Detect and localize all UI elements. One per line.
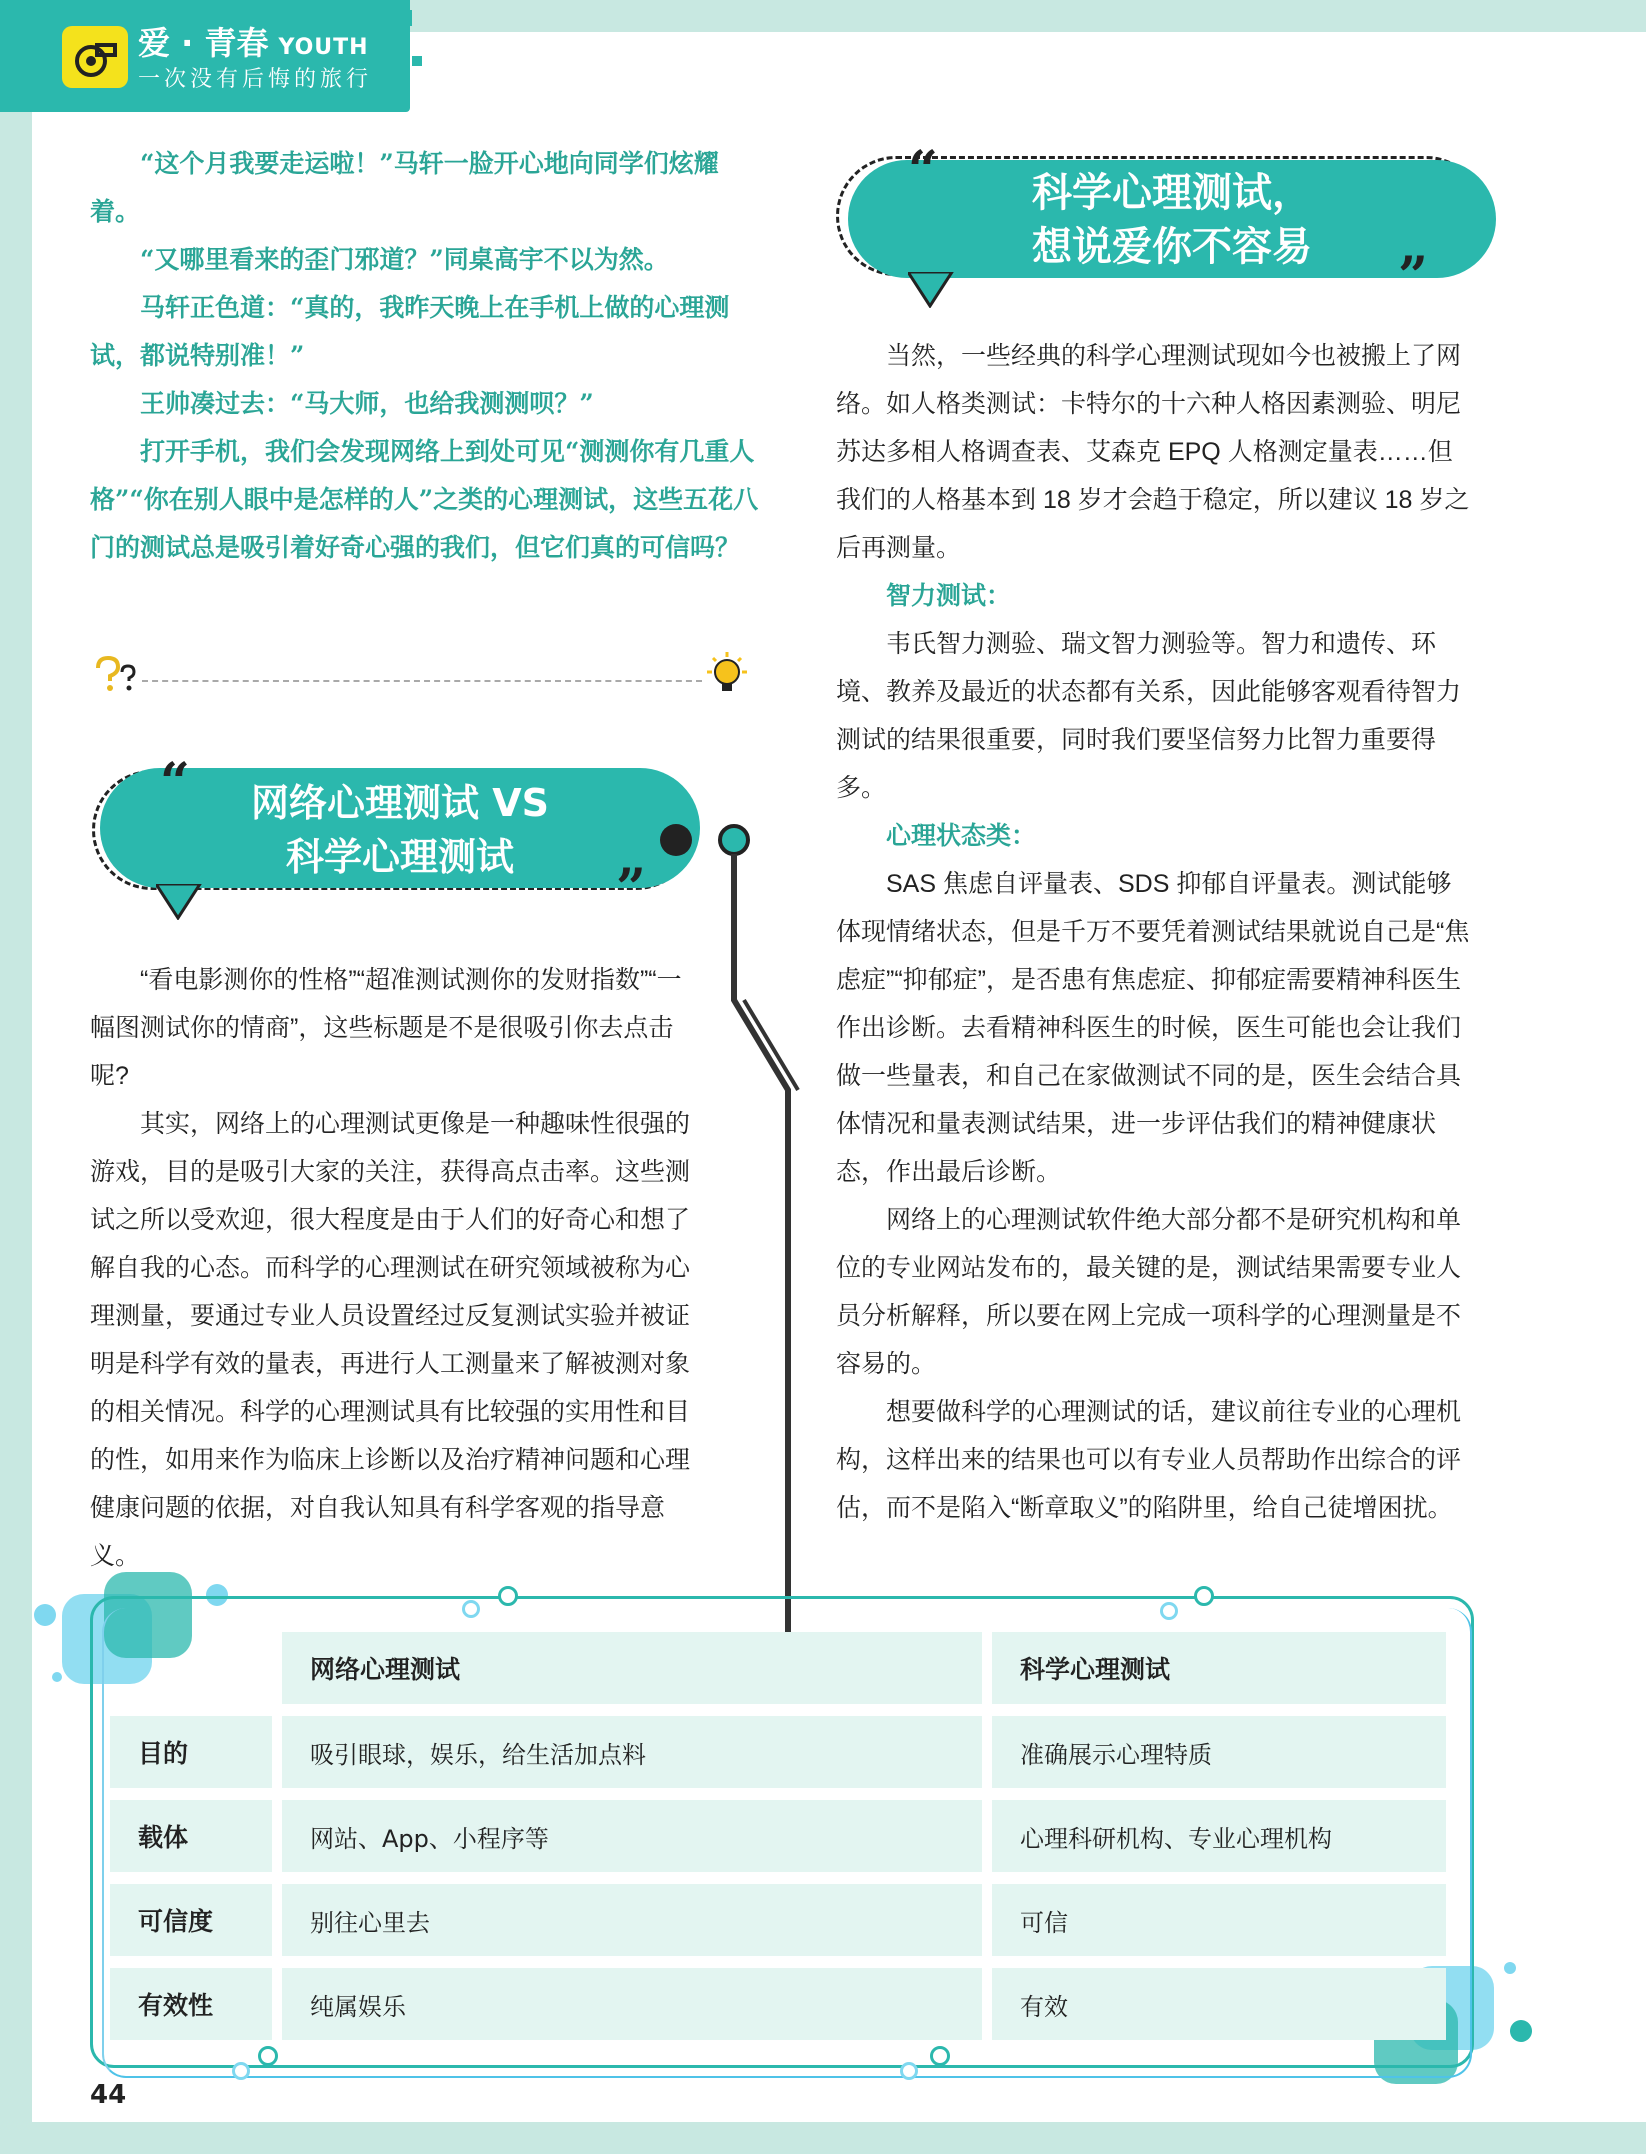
body-paragraph: 韦氏智力测验、瑞文智力测验等。智力和遗传、环境、教养及最近的状态都有关系，因此能够客观看待智力测试的结果很重要，同时我们要坚信努力比智力重要得多。 [836, 630, 1462, 802]
decor-ring [1160, 1602, 1178, 1620]
heading-line: 科学心理测试， [1032, 170, 1312, 216]
subheading-mental-state: 心理状态类： [886, 822, 1037, 850]
header-title-text: 爱 · 青春 [138, 24, 269, 62]
whistle-icon [62, 26, 128, 88]
table-row-label: 可信度 [110, 1884, 272, 1956]
table-row-label: 目的 [110, 1716, 272, 1788]
close-quote-mark: ” [1398, 246, 1428, 307]
table-row [110, 1968, 1446, 2040]
body-paragraph: 想要做科学的心理测试的话，建议前往专业的心理机构，这样出来的结果也可以有专业人员帮助作出综合的评估，而不是陷入“断章取义”的陷阱里，给自己徒增困扰。 [836, 1398, 1462, 1522]
body-paragraph: 其实，网络上的心理测试更像是一种趣味性很强的游戏，目的是吸引大家的关注，获得高点击率。这些测试之所以受欢迎，很大程度是由于人们的好奇心和想了解自我的心态。而科学的心理测试在研究领域被称为心理测量，要通过专业人员设置经过反复测试实验并被证明是科学有效的量表，再进行人工测量来了解被测对象的相关情况。科学的心理测试具有比较强的实用性和目的性，如用来作为临床上诊断以及治疗精神问题和心理健康问题的依据，对自我认知具有科学客观的指导意义。 [90, 1110, 691, 1570]
intro-paragraph: “又哪里看来的歪门邪道？”同桌高宇不以为然。 [140, 245, 669, 274]
decor-dot [1504, 1962, 1516, 1974]
table-cell: 别往心里去 [282, 1884, 982, 1956]
body-paragraph: “看电影测你的性格”“超准测试测你的发财指数”“一幅图测试你的情商”，这些标题是不是很吸引你去点击呢? [90, 966, 682, 1090]
intro-story [90, 140, 760, 572]
heading-line: 网络心理测试 VS [250, 781, 549, 825]
heading-line: 想说爱你不容易 [1032, 224, 1312, 270]
decor-ring [900, 2062, 918, 2080]
table-cell: 准确展示心理特质 [992, 1716, 1446, 1788]
table-cell: 有效 [992, 1968, 1446, 2040]
subheading-intelligence: 智力测试： [886, 582, 1012, 610]
header-title [138, 18, 369, 64]
table-cell: 心理科研机构、专业心理机构 [992, 1800, 1446, 1872]
table-row-label: 载体 [110, 1800, 272, 1872]
open-quote-mark: “ [908, 140, 938, 201]
body-paragraph: SAS 焦虑自评量表、SDS 抑郁自评量表。测试能够体现情绪状态，但是千万不要凭着测试结果就说自己是“焦虑症”“抑郁症”，是否患有焦虑症、抑郁症需要精神科医生作出诊断。去看精神科医生的时候，医生可能也会让我们做一些量表，和自己在家做测试不同的是，医生会结合具体情况和量表测试结果，进一步评估我们的精神健康状态，作出最后诊断。 [836, 870, 1470, 1186]
table-row-label: 有效性 [110, 1968, 272, 2040]
bubble-tail-left [156, 884, 206, 920]
intro-paragraph: 马轩正色道：“真的，我昨天晚上在手机上做的心理测试，都说特别准！” [90, 293, 730, 370]
decor-ring [462, 1600, 480, 1618]
page-number: 44 [90, 2080, 127, 2110]
pixel-deco [396, 80, 408, 92]
top-strip [410, 0, 1646, 32]
bubble-tail-right [908, 272, 958, 308]
dashed-divider-line [142, 680, 702, 682]
intro-paragraph: “这个月我要走运啦！”马轩一脸开心地向同学们炫耀着。 [90, 149, 719, 226]
pixel-deco [412, 56, 422, 66]
table-row [110, 1884, 1446, 1956]
decor-dot [34, 1604, 56, 1626]
table-row [110, 1800, 1446, 1872]
lightbulb-icon [702, 650, 752, 696]
left-body-text [90, 956, 706, 1580]
close-quote-mark: ” [616, 858, 646, 919]
decor-dot [1510, 2020, 1532, 2042]
decor-ring [1194, 1586, 1214, 1606]
pixel-deco [396, 10, 412, 26]
connector-line [660, 820, 810, 1680]
open-quote-mark: “ [160, 752, 190, 813]
decor-ring [232, 2062, 250, 2080]
body-paragraph: 当然，一些经典的科学心理测试现如今也被搬上了网络。如人格类测试：卡特尔的十六种人格因素测验、明尼苏达多相人格调查表、艾森克 EPQ 人格测定量表……但我们的人格基本到 18 岁才会趋于稳定，所以建议 18 岁之后再测量。 [836, 342, 1470, 562]
header-subtitle: 一次没有后悔的旅行 [138, 67, 373, 92]
question-marks-icon [92, 654, 140, 694]
intro-paragraph: 王帅凑过去：“马大师，也给我测测呗？” [140, 389, 594, 418]
pixel-deco [396, 40, 410, 54]
intro-paragraph: 打开手机，我们会发现网络上到处可见“测测你有几重人格”“你在别人眼中是怎样的人”之类的心理测试，这些五花八门的测试总是吸引着好奇心强的我们，但它们真的可信吗？ [90, 437, 759, 562]
table-header-cell [110, 1632, 272, 1704]
table-cell: 吸引眼球，娱乐，给生活加点料 [282, 1716, 982, 1788]
table-header-cell: 网络心理测试 [282, 1632, 982, 1704]
table-header-row [110, 1632, 1446, 1704]
header-tag [0, 0, 410, 112]
comparison-table [110, 1632, 1446, 2052]
heading-line: 科学心理测试 [285, 835, 514, 879]
section-heading-left [100, 768, 700, 888]
decor-ring [498, 1586, 518, 1606]
header-youth: YOUTH [278, 35, 369, 60]
intro-divider [92, 650, 752, 690]
table-cell: 网站、App、小程序等 [282, 1800, 982, 1872]
table-header-cell: 科学心理测试 [992, 1632, 1446, 1704]
decor-dot [52, 1672, 62, 1682]
body-paragraph: 网络上的心理测试软件绝大部分都不是研究机构和单位的专业网站发布的，最关键的是，测试结果需要专业人员分析解释，所以要在网上完成一项科学的心理测量是不容易的。 [836, 1206, 1462, 1378]
right-body-text [836, 332, 1476, 1532]
table-row [110, 1716, 1446, 1788]
table-cell: 纯属娱乐 [282, 1968, 982, 2040]
table-cell: 可信 [992, 1884, 1446, 1956]
